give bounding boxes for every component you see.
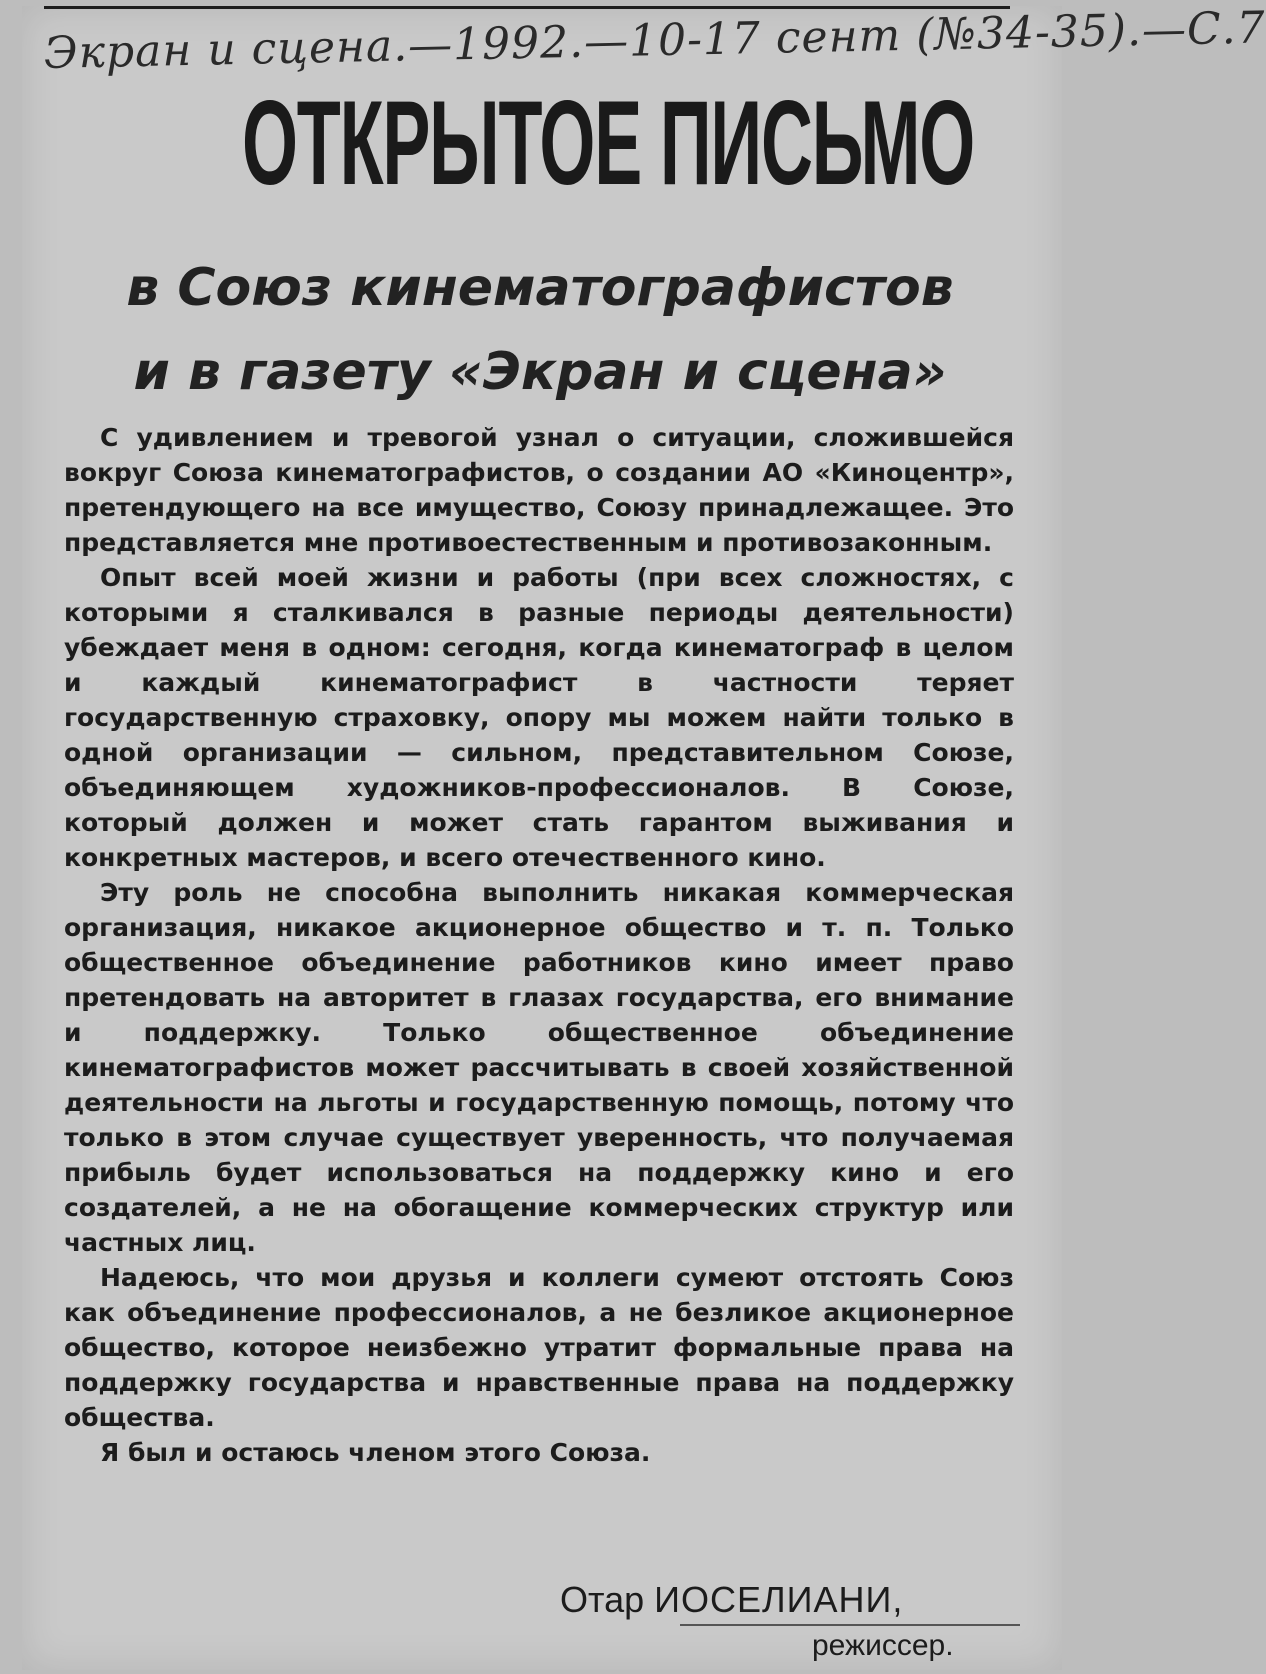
headline: ОТКРЫТОЕ ПИСЬМО xyxy=(242,76,975,210)
paragraph-4: Надеюсь, что мои друзья и коллеги сумеют отстоять Союз как объединение профессионалов, а не безликое акционерное общество, которое неизбежно утратит формальные права на поддержку государства и нравственные права на поддержку общества. xyxy=(64,1263,1014,1432)
subheadline-line-1: в Союз кинематографистов xyxy=(126,258,954,318)
paragraph-2: Опыт всей моей жизни и работы (при всех сложностях, с которыми я сталкивался в разные периоды деятельности) убеждает меня в одном: сегодня, когда кинематограф в целом и каждый кинематографист в частности теряет государственную страховку, опору мы можем найти только в одной организации — сильном, представительном Союзе, объединяющем художников-профессионалов. В Союзе, который должен и может стать гарантом выживания и конкретных мастеров, и всего отечественного кино. xyxy=(64,563,1014,872)
letter-body xyxy=(64,420,1014,1470)
paragraph-3: Эту роль не способна выполнить никакая коммерческая организация, никакое акционерное общество и т. п. Только общественное объединение работников кино имеет право претендовать на авторитет в глазах государства, его внимание и поддержку. Только общественное объединение кинематографистов может рассчитывать в своей хозяйственной деятельности на льготы и государственную помощь, потому что только в этом случае существует уверенность, что получаемая прибыль будет использоваться на поддержку кино и его создателей, а не на обогащение коммерческих структур или частных лиц. xyxy=(64,878,1014,1257)
signature-title: режиссер. xyxy=(812,1629,954,1662)
handwritten-source-note: Экран и сцена.—1992.—10-17 сент (№34-35).—С.7 xyxy=(43,2,1266,79)
signature-first-name: Отар xyxy=(560,1579,645,1620)
signature xyxy=(560,1578,1010,1622)
signature-underline xyxy=(680,1624,1020,1626)
signature-surname: ИОСЕЛИАНИ, xyxy=(654,1579,904,1620)
subheadline-line-2: и в газету «Экран и сцена» xyxy=(133,342,947,402)
subheadline xyxy=(70,246,1010,414)
paragraph-5: Я был и остаюсь членом этого Союза. xyxy=(100,1438,651,1467)
paragraph-1: С удивлением и тревогой узнал о ситуации, сложившейся вокруг Союза кинематографистов, о создании АО «Киноцентр», претендующего на все имущество, Союзу принадлежащее. Это представляется мне противоестественным и противозаконным. xyxy=(64,423,1014,557)
